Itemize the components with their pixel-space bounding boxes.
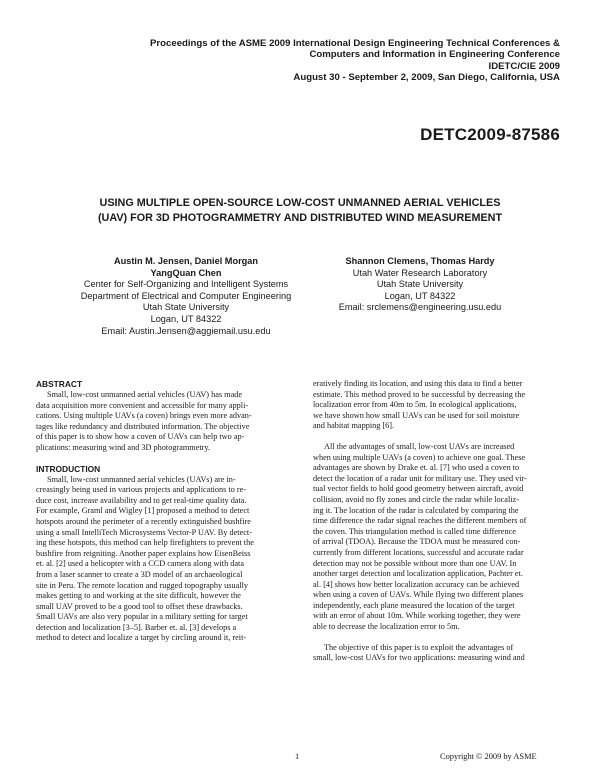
intro-line: using a small IntelliTech Microsystems Vector-P UAV. By detect- [36, 527, 252, 537]
intro-line: duce cost, increase availability and to get real-time quality data. [36, 495, 247, 505]
proceedings-line: August 30 - September 2, 2009, San Diego, California, USA [293, 71, 560, 83]
affiliation-line: Logan, UT 84322 [150, 313, 222, 324]
page-number: 1 [295, 752, 300, 761]
author-names: Shannon Clemens, Thomas Hardy [345, 256, 495, 266]
body-line: and habitat mapping [6]. [313, 421, 395, 431]
body-line: small, low-cost UAVs for two applications: measuring wind and [313, 653, 525, 663]
introduction-heading: INTRODUCTION [36, 463, 101, 474]
proceedings-line: IDETC/CIE 2009 [488, 60, 560, 72]
body-line: currently from different locations, successful and accurate radar [313, 547, 524, 557]
title-line: USING MULTIPLE OPEN-SOURCE LOW-COST UNMANNED AERIAL VEHICLES [99, 197, 501, 209]
left-column [36, 379, 292, 644]
body-line: when using a coven of UAVs. While flying two different planes [313, 590, 524, 600]
intro-line: et. al. [2] used a helicopter with a CCD camera along with data [36, 559, 245, 569]
abstract-line: plications: measuring wind and 3D photogrammetry. [36, 442, 211, 452]
body-line: detect the location of a radar unit for military use. They used vir- [313, 473, 527, 483]
author-block-left [48, 256, 324, 337]
body-line: independently, each plane measured the location of the target [313, 600, 515, 610]
proceedings-line: Computers and Information in Engineering Conference [309, 49, 560, 61]
affiliation-line: Logan, UT 84322 [384, 290, 456, 301]
body-line: ing it. The location of the radar is calculated by comparing the [313, 505, 519, 515]
title-line: (UAV) FOR 3D PHOTOGRAMMETRY AND DISTRIBUTED WIND MEASUREMENT [97, 211, 503, 224]
intro-line: bushfire from reigniting. Another paper explains how EisenBeiss [36, 548, 251, 558]
proceedings-header [150, 38, 560, 83]
paper-id: DETC2009-87586 [420, 125, 560, 144]
author-names: Austin M. Jensen, Daniel Morgan [114, 256, 258, 266]
intro-line: hotspots around the perimeter of a recently extinguished bushfire [36, 516, 251, 526]
body-line: al. [4] shows how better localization accuracy can be achieved [313, 579, 520, 589]
affiliation-line: Utah State University [142, 302, 230, 313]
abstract-line: of this paper is to show how a coven of UAVs can help two ap- [36, 432, 245, 442]
body-line: with an error of about 10m. While working together, they were [313, 611, 521, 621]
affiliation-line: Center for Self-Organizing and Intelligent Systems [83, 279, 289, 290]
proceedings-line: Proceedings of the ASME 2009 International Design Engineering Technical Conferences & [150, 38, 560, 49]
abstract-line: cations. Using multiple UAVs (a coven) brings even more advan- [36, 411, 252, 421]
intro-line: ing these hotspots, this method can help firefighters to prevent the [36, 538, 254, 548]
body-line: advantages are shown by Drake et. al. [7] who used a coven to [313, 463, 520, 473]
author-email: Email: Austin.Jensen@aggiemail.usu.edu [101, 325, 271, 336]
intro-line: Small UAVs are also very popular in a military setting for target [36, 612, 248, 622]
body-line: eratively finding its location, and using this data to find a better [313, 379, 523, 388]
body-line: time difference the radar signal reaches the different members of [313, 516, 527, 526]
body-line: collision, avoid no fly zones and circle the radar while localiz- [313, 494, 519, 504]
body-line: detection may not be possible without more than one UAV. In [313, 558, 517, 568]
abstract-line: data acquisition more convenient and accessible for many appli- [36, 400, 249, 410]
body-line: localization error from 40m to 5m. In ecological applications, [313, 400, 517, 410]
abstract-line: tages like redundancy and distributed information. The objective [36, 421, 250, 431]
intro-line: makes getting to and working at the site difficult, however the [36, 591, 241, 601]
affiliation-line: Department of Electrical and Computer Engineering [80, 290, 292, 301]
affiliation-line: Utah State University [376, 279, 464, 290]
body-line: the coven. This triangulation method is called time difference [313, 526, 516, 536]
intro-line: from a laser scanner to create a 3D model of an archaeological [36, 569, 243, 579]
author-names: YangQuan Chen [150, 267, 222, 278]
body-line: tual vector fields to hold good geometry between aircraft, avoid [313, 484, 524, 494]
right-column [313, 379, 569, 664]
author-block-right [320, 256, 520, 314]
intro-line: detection and localization [3–5]. Barber et. al. [3] develops a [36, 622, 237, 632]
copyright-notice: Copyright © 2009 by ASME [440, 752, 537, 761]
intro-line: site in Peru. The remote location and rugged topography usually [36, 580, 249, 590]
intro-line: creasingly being used in various projects and applications to re- [36, 485, 247, 495]
intro-line: small UAV proved to be a good tool to offset these drawbacks. [36, 601, 243, 611]
body-line: The objective of this paper is to exploit the advantages of [324, 642, 514, 652]
body-line: All the advantages of small, low-cost UAVs are increased [324, 441, 515, 451]
body-line: of arrival (TDOA). Because the TDOA must be measured con- [313, 537, 521, 547]
intro-line: method to detect and localize a target by circling around it, reit- [36, 633, 247, 643]
body-line: able to decrease the localization error to 5m. [313, 622, 460, 632]
author-email: Email: srclemens@engineering.usu.edu [338, 302, 502, 313]
body-line: when using multiple UAVs (a coven) to achieve one goal. These [313, 452, 526, 462]
body-line: estimate. This method proved to be successful by decreasing the [313, 389, 525, 399]
abstract-heading: ABSTRACT [36, 379, 83, 389]
paper-title [0, 196, 600, 225]
intro-line: For example, Graml and Wigley [1] proposed a method to detect [36, 506, 250, 516]
affiliation-line: Utah Water Research Laboratory [352, 267, 488, 278]
intro-line: Small, low-cost unmanned aerial vehicles (UAVs) are in- [47, 474, 236, 484]
body-line: another target detection and localization application, Pachter et. [313, 569, 523, 579]
body-line: we have shown how small UAVs can be used for soil moisture [313, 410, 520, 420]
abstract-line: Small, low-cost unmanned aerial vehicles (UAV) has made [47, 390, 243, 399]
